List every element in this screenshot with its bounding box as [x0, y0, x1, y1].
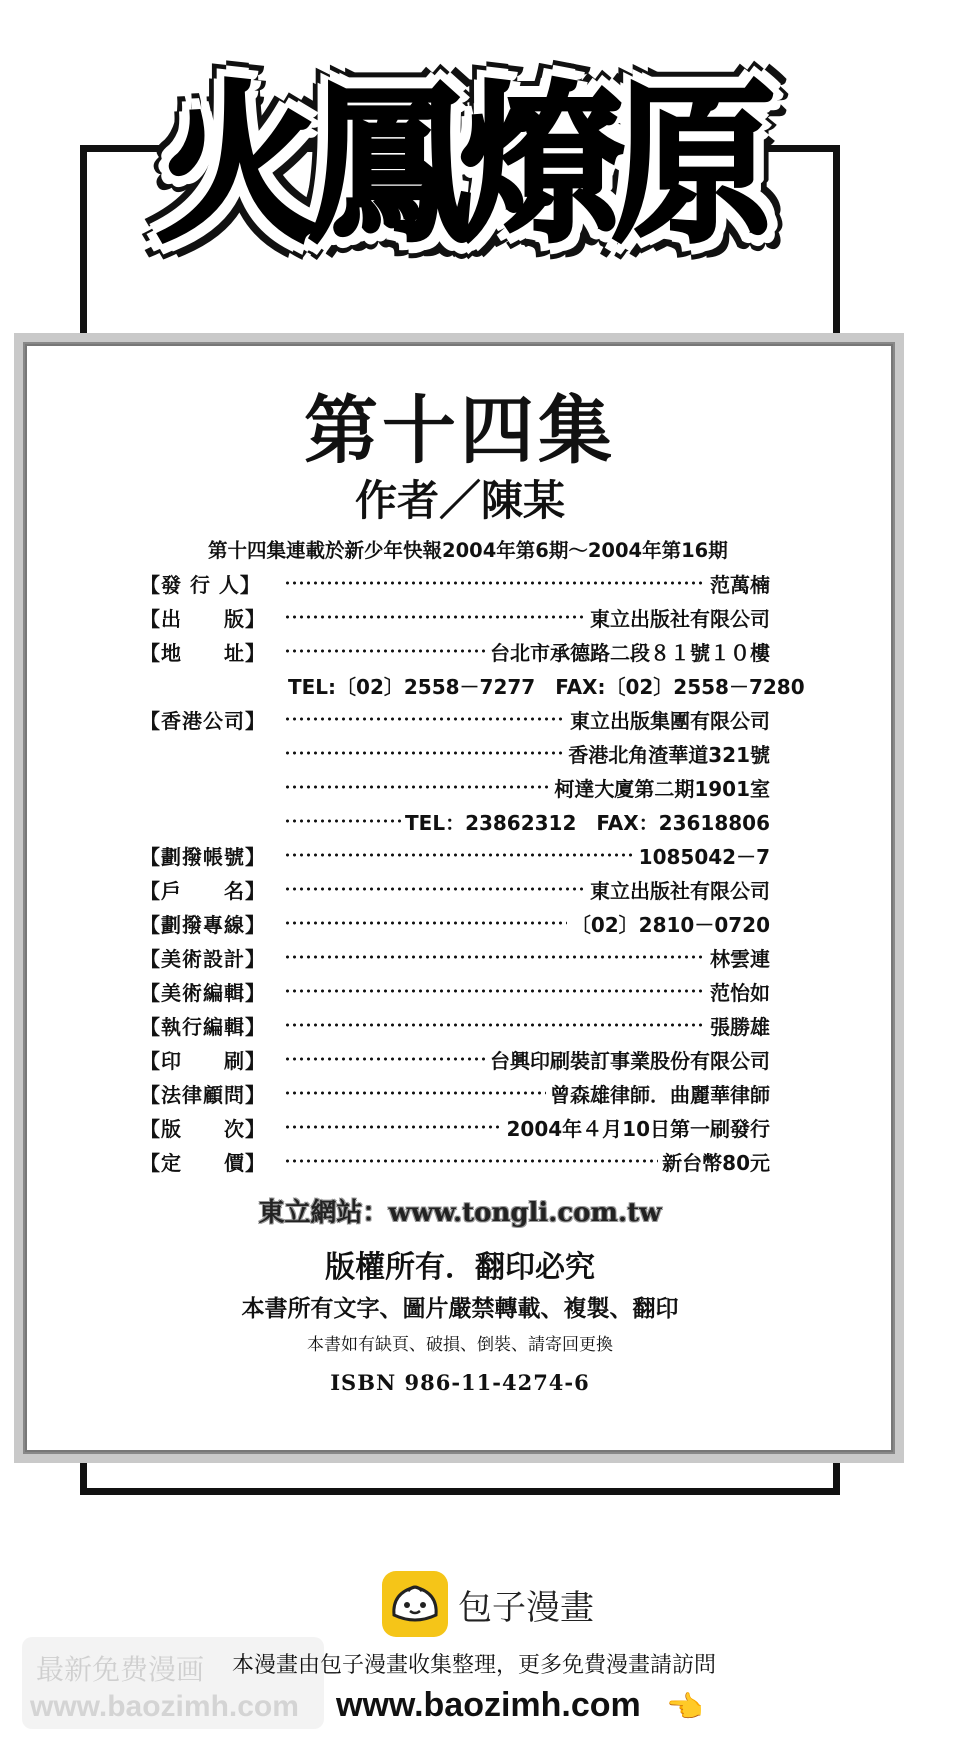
leader-dots — [284, 853, 635, 857]
colophon-value: 2004年４月10日第一刷發行 — [506, 1116, 770, 1141]
colophon-value: 東立出版集團有限公司 — [570, 708, 770, 733]
leader-dots — [284, 1091, 546, 1095]
copyright-notice: 版權所有．翻印必究 — [325, 1250, 595, 1285]
colophon-row — [140, 668, 805, 702]
colophon-row — [140, 600, 770, 634]
colophon-label: 【美術編輯】 — [140, 980, 266, 1005]
colophon-row — [140, 872, 770, 906]
colophon-label: 【美術設計】 — [140, 946, 266, 971]
colophon-value: 范萬楠 — [710, 572, 770, 597]
colophon-row — [140, 634, 770, 668]
series-title: 火鳳燎原 — [156, 65, 764, 266]
leader-dots — [284, 785, 550, 789]
leader-dots — [284, 819, 401, 823]
leader-dots — [284, 1125, 503, 1129]
colophon-row — [140, 736, 770, 770]
colophon-row — [140, 1144, 770, 1178]
leader-dots — [284, 1023, 706, 1027]
colophon-label: 【劃撥專線】 — [140, 912, 266, 937]
faded-ad-line: 最新免费漫画 — [36, 1653, 205, 1686]
leader-dots — [284, 887, 586, 891]
colophon-value: 1085042－7 — [638, 844, 770, 869]
footer-url-link[interactable]: www.baozimh.com — [336, 1686, 641, 1724]
colophon-value: 東立出版社有限公司 — [590, 606, 770, 631]
colophon-row — [140, 1042, 770, 1076]
leader-dots — [284, 649, 486, 653]
colophon-row — [140, 906, 770, 940]
colophon-value: 香港北角渣華道321號 — [568, 742, 770, 767]
series-title-block — [100, 40, 820, 340]
leader-dots — [284, 921, 567, 925]
colophon-label: 【出 版】 — [140, 606, 266, 631]
colophon-label: 【地 址】 — [140, 640, 266, 665]
colophon-label: 【法律顧問】 — [140, 1082, 266, 1107]
colophon-row — [140, 838, 770, 872]
author-line: 作者／陳某 — [354, 476, 565, 525]
colophon-value: 范怡如 — [710, 980, 770, 1005]
colophon-value: 〔02〕2810－0720 — [570, 912, 770, 937]
colophon-value: 張勝雄 — [710, 1014, 770, 1039]
colophon-row — [140, 974, 770, 1008]
colophon-row — [140, 770, 770, 804]
colophon-label: 【印 刷】 — [140, 1048, 266, 1073]
colophon-row — [140, 566, 770, 600]
isbn: ISBN 986-11-4274-6 — [330, 1370, 590, 1395]
leader-dots — [284, 955, 706, 959]
colophon-label: 【定 價】 — [140, 1150, 266, 1175]
colophon-row — [140, 1076, 770, 1110]
baozi-logo-icon — [382, 1571, 448, 1637]
colophon-value: TEL:〔02〕2558－7277 FAX:〔02〕2558－7280 — [288, 674, 805, 699]
colophon-label: 【香港公司】 — [140, 708, 266, 733]
footer-notice: 本漫畫由包子漫畫收集整理，更多免費漫畫請訪問 — [232, 1653, 717, 1678]
leader-dots — [284, 615, 586, 619]
exchange-notice: 本書如有缺頁、破損、倒裝、請寄回更換 — [307, 1335, 613, 1355]
colophon-value: 曾森雄律師．曲麗華律師 — [550, 1082, 770, 1107]
leader-dots — [284, 581, 706, 585]
pointing-hand-icon: 👈 — [666, 1690, 704, 1725]
colophon-row — [140, 702, 770, 736]
colophon-label: 【戶 名】 — [140, 878, 266, 903]
colophon-value: 林雲連 — [710, 946, 770, 971]
colophon-row — [140, 1008, 770, 1042]
colophon-value: TEL：23862312 FAX：23618806 — [405, 810, 770, 835]
colophon-label: 【版 次】 — [140, 1116, 266, 1141]
colophon-row — [140, 940, 770, 974]
brand-name: 包子漫畫 — [458, 1588, 594, 1628]
leader-dots — [284, 751, 564, 755]
colophon-label: 【劃撥帳號】 — [140, 844, 266, 869]
serialization-note: 第十四集連載於新少年快報2004年第6期～2004年第16期 — [208, 539, 728, 562]
colophon-value: 台北市承德路二段８１號１０樓 — [490, 640, 770, 665]
no-reprint-notice: 本書所有文字、圖片嚴禁轉載、複製、翻印 — [241, 1295, 679, 1322]
colophon-value: 東立出版社有限公司 — [590, 878, 770, 903]
colophon-value: 柯達大廈第二期1901室 — [554, 776, 770, 801]
leader-dots — [284, 1057, 486, 1061]
leader-dots — [284, 989, 706, 993]
colophon-label: 【發 行 人】 — [140, 572, 261, 597]
leader-dots — [284, 1159, 658, 1163]
colophon-label: 【執行編輯】 — [140, 1014, 266, 1039]
colophon-row — [140, 1110, 770, 1144]
publisher-website: 東立網站：www.tongli.com.tw — [258, 1198, 662, 1228]
colophon-value: 新台幣80元 — [662, 1150, 770, 1175]
colophon-row — [140, 804, 770, 838]
faded-ad-url: www.baozimh.com — [30, 1690, 299, 1723]
colophon-value: 台興印刷裝訂事業股份有限公司 — [490, 1048, 770, 1073]
leader-dots — [284, 717, 566, 721]
colophon-list — [140, 566, 805, 1178]
volume-title: 第十四集 — [304, 388, 616, 474]
